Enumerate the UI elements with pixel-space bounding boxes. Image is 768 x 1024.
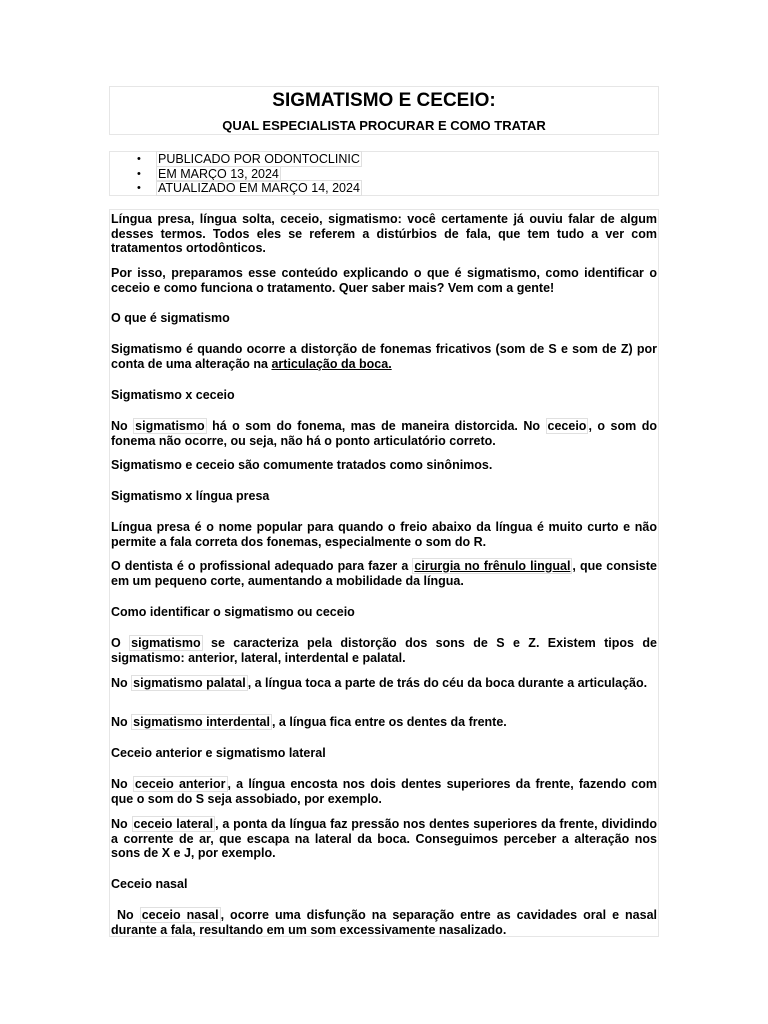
link-articulacao[interactable]: articulação da boca. [271,356,392,371]
paragraph-nasal [111,908,657,937]
meta-author [110,152,362,167]
text-segment: No [111,777,133,791]
page-title: SIGMATISMO E CECEIO: [272,90,496,111]
text-segment: No [111,676,132,690]
paragraph-interdental [111,715,657,730]
term-ceceio-lateral[interactable]: ceceio lateral [133,817,214,831]
text-segment: , a língua encosta nos dois dentes superiores da frente, fazendo com que o som do S seja assobiado, por exemplo. [111,777,657,806]
link-cirurgia-frenulo[interactable]: cirurgia no frênulo lingual [414,559,571,573]
paragraph-types [111,636,657,665]
meta-author-text: PUBLICADO POR ODONTOCLINIC [158,152,360,166]
text-segment: No [111,715,132,729]
paragraph-definition [111,342,657,371]
title-block [109,86,659,135]
meta-updated-date [110,181,362,196]
paragraph-anterior [111,777,657,806]
paragraph-purpose: Por isso, preparamos esse conteúdo explicando o que é sigmatismo, como identificar o ceceio e como funciona o tratamento. Quer saber mais? Vem com a gente! [111,266,657,295]
term-ceceio[interactable]: ceceio [547,419,587,433]
paragraph-definition-text: Sigmatismo é quando ocorre a distorção de fonemas fricativos (som de S e som de Z) por conta de uma alteração na [111,342,657,371]
text-segment: No [111,908,140,922]
text-segment: , a língua fica entre os dentes da frente. [271,715,507,729]
paragraph-synonyms: Sigmatismo e ceceio são comumente tratados como sinônimos. [111,458,493,472]
term-sigmatismo[interactable]: sigmatismo [135,419,205,433]
term-sigmatismo[interactable]: sigmatismo [131,636,201,650]
paragraph-palatal [111,676,657,691]
page-subtitle: QUAL ESPECIALISTA PROCURAR E COMO TRATAR [222,118,546,133]
text-segment: há o som do fonema, mas de maneira distorcida. No [206,419,546,433]
meta-list [110,152,362,196]
term-sigmatismo-interdental[interactable]: sigmatismo interdental [133,715,270,729]
paragraph-lateral [111,817,657,861]
term-ceceio-anterior[interactable]: ceceio anterior [134,777,226,791]
meta-published-text: EM MARÇO 13, 2024 [158,166,279,181]
text-segment: O [111,636,130,650]
heading-sigmatism-vs-tongue-tie: Sigmatismo x língua presa [111,489,270,503]
text-segment: O dentista é o profissional adequado para fazer a [111,559,413,573]
heading-what-is-sigmatism: O que é sigmatismo [111,311,230,325]
text-segment: No [111,817,132,831]
text-segment: , ocorre uma disfunção na separação entre as cavidades oral e nasal durante a fala, resultando em um som excessivamente nasalizado. [111,908,657,937]
paragraph-tongue-tie: Língua presa é o nome popular para quando o freio abaixo da língua é muito curto e não permite a fala correta dos fonemas, especialmente o som do R. [111,520,657,549]
meta-published-date [110,167,362,182]
paragraph-dentist [111,559,657,588]
heading-anterior-lateral: Ceceio anterior e sigmatismo lateral [111,746,326,760]
text-segment: , o som do fonema não ocorre, ou seja, não há o ponto articulatório correto. [111,419,657,448]
text-segment: , a língua toca a parte de trás do céu da boca durante a articulação. [247,676,648,690]
article-body [109,209,659,937]
paragraph-intro: Língua presa, língua solta, ceceio, sigmatismo: você certamente já ouviu falar de algum desses termos. Todos eles se referem a distúrbios de fala, que tem tudo a ver com tratamentos ortodônticos. [111,212,657,256]
text-segment: No [111,419,134,433]
text-segment: , que consiste em um pequeno corte, aumentando a mobilidade da língua. [111,559,657,588]
meta-updated-text: ATUALIZADO EM MARÇO 14, 2024 [158,181,360,196]
text-segment: se caracteriza pela distorção dos sons de S e Z. Existem tipos de sigmatismo: anterior, lateral, interdental e palatal. [111,636,657,665]
term-ceceio-nasal[interactable]: ceceio nasal [141,908,219,922]
text-segment: , a ponta da língua faz pressão nos dentes superiores da frente, dividindo a corrente de ar, que escapa na lateral da boca. Conseguimos perceber a alteração nos sons de X e J, por exemplo. [111,817,657,861]
heading-nasal: Ceceio nasal [111,877,188,891]
heading-sigmatism-vs-ceceio: Sigmatismo x ceceio [111,388,235,402]
post-meta [109,151,659,196]
heading-how-to-identify: Como identificar o sigmatismo ou ceceio [111,605,355,619]
term-sigmatismo-palatal[interactable]: sigmatismo palatal [133,676,246,690]
paragraph-difference [111,419,657,448]
